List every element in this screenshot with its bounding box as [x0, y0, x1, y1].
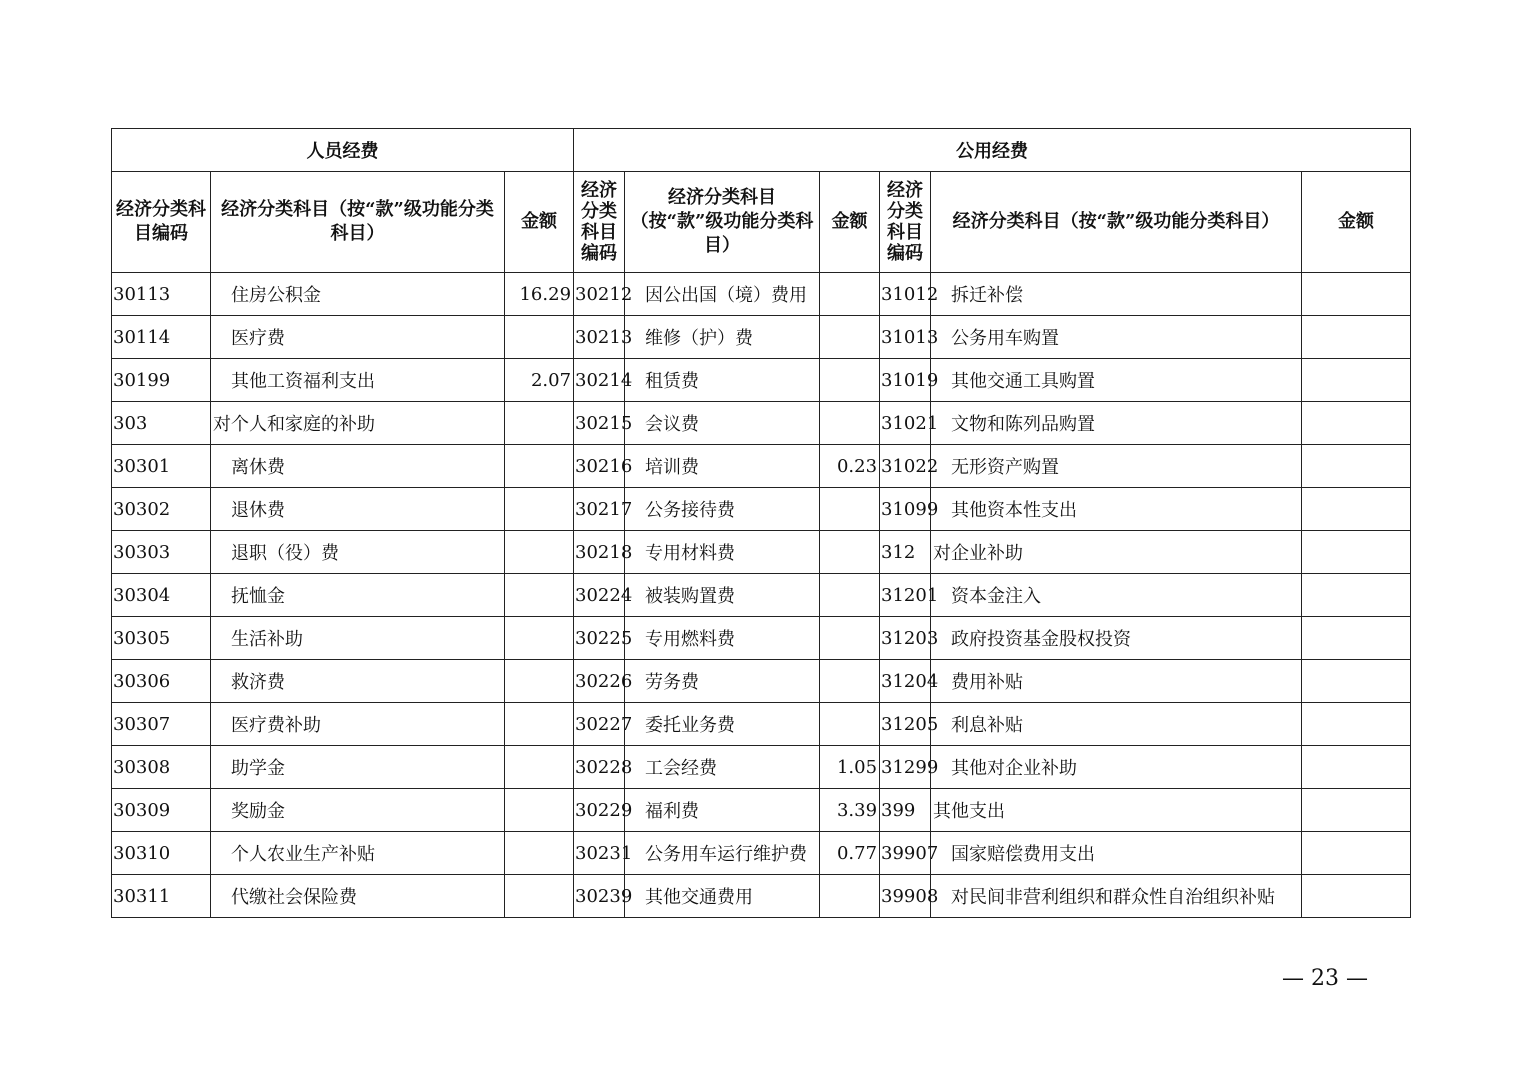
code-cell: 30212 — [574, 273, 625, 316]
code-cell: 31205 — [880, 703, 931, 746]
name-cell: 福利费 — [625, 789, 820, 832]
name-cell: 对民间非营利组织和群众性自治组织补贴 — [931, 875, 1302, 918]
code-cell: 31022 — [880, 445, 931, 488]
amount-cell — [820, 488, 880, 531]
name-cell: 费用补贴 — [931, 660, 1302, 703]
name-cell: 对个人和家庭的补助 — [211, 402, 505, 445]
amount-cell — [505, 617, 574, 660]
code-cell: 30218 — [574, 531, 625, 574]
amount-cell — [505, 832, 574, 875]
code-cell: 30302 — [112, 488, 211, 531]
code-cell: 31013 — [880, 316, 931, 359]
table-row — [112, 273, 1411, 316]
name-cell: 拆迁补偿 — [931, 273, 1302, 316]
amount-cell: 2.07 — [505, 359, 574, 402]
name-header-3: 经济分类科目（按“款”级功能分类科目） — [931, 172, 1302, 273]
name-cell: 退职（役）费 — [211, 531, 505, 574]
name-cell: 其他交通费用 — [625, 875, 820, 918]
table-row — [112, 703, 1411, 746]
code-cell: 30309 — [112, 789, 211, 832]
name-cell: 奖励金 — [211, 789, 505, 832]
amount-cell — [1302, 574, 1411, 617]
code-cell: 30311 — [112, 875, 211, 918]
name-cell: 对企业补助 — [931, 531, 1302, 574]
amount-cell — [1302, 445, 1411, 488]
name-cell: 助学金 — [211, 746, 505, 789]
code-cell: 30215 — [574, 402, 625, 445]
name-cell: 劳务费 — [625, 660, 820, 703]
name-cell: 其他支出 — [931, 789, 1302, 832]
name-cell: 离休费 — [211, 445, 505, 488]
group-header-row — [112, 129, 1411, 172]
table-row — [112, 445, 1411, 488]
table-row — [112, 359, 1411, 402]
code-cell: 399 — [880, 789, 931, 832]
name-cell: 其他交通工具购置 — [931, 359, 1302, 402]
name-cell: 维修（护）费 — [625, 316, 820, 359]
code-cell: 30227 — [574, 703, 625, 746]
name-cell: 专用材料费 — [625, 531, 820, 574]
code-cell: 30306 — [112, 660, 211, 703]
amount-cell — [1302, 402, 1411, 445]
name-header-1: 经济分类科目（按“款”级功能分类科目） — [211, 172, 505, 273]
amount-cell — [1302, 488, 1411, 531]
code-cell: 30216 — [574, 445, 625, 488]
table-row — [112, 660, 1411, 703]
code-cell: 30228 — [574, 746, 625, 789]
code-cell: 30199 — [112, 359, 211, 402]
amount-header-1: 金额 — [505, 172, 574, 273]
name-cell: 医疗费 — [211, 316, 505, 359]
column-header-row — [112, 172, 1411, 273]
name-cell: 利息补贴 — [931, 703, 1302, 746]
code-cell: 39907 — [880, 832, 931, 875]
name-cell: 抚恤金 — [211, 574, 505, 617]
amount-cell — [505, 488, 574, 531]
code-cell: 31019 — [880, 359, 931, 402]
page-number: — 23 — — [1282, 966, 1368, 991]
code-cell: 31099 — [880, 488, 931, 531]
name-cell: 因公出国（境）费用 — [625, 273, 820, 316]
amount-header-3: 金额 — [1302, 172, 1411, 273]
amount-header-2: 金额 — [820, 172, 880, 273]
code-cell: 30231 — [574, 832, 625, 875]
table-row — [112, 531, 1411, 574]
code-cell: 30114 — [112, 316, 211, 359]
amount-cell — [820, 574, 880, 617]
amount-cell: 1.05 — [820, 746, 880, 789]
amount-cell — [1302, 832, 1411, 875]
amount-cell — [505, 875, 574, 918]
amount-cell — [505, 402, 574, 445]
amount-cell — [820, 660, 880, 703]
amount-cell — [1302, 703, 1411, 746]
table-row — [112, 617, 1411, 660]
code-cell: 30308 — [112, 746, 211, 789]
code-header-1: 经济分类科目编码 — [112, 172, 211, 273]
amount-cell — [820, 402, 880, 445]
amount-cell — [505, 746, 574, 789]
code-cell: 30217 — [574, 488, 625, 531]
table-row — [112, 789, 1411, 832]
table-row — [112, 832, 1411, 875]
name-cell: 委托业务费 — [625, 703, 820, 746]
name-cell: 租赁费 — [625, 359, 820, 402]
name-cell: 公务接待费 — [625, 488, 820, 531]
name-cell: 其他对企业补助 — [931, 746, 1302, 789]
name-header-2: 经济分类科目（按“款”级功能分类科目） — [625, 172, 820, 273]
code-cell: 31203 — [880, 617, 931, 660]
amount-cell — [1302, 273, 1411, 316]
table-row — [112, 488, 1411, 531]
amount-cell — [820, 316, 880, 359]
name-cell: 资本金注入 — [931, 574, 1302, 617]
table-row — [112, 316, 1411, 359]
personnel-group-header: 人员经费 — [112, 129, 574, 172]
budget-table — [111, 128, 1411, 918]
amount-cell — [505, 316, 574, 359]
code-cell: 30214 — [574, 359, 625, 402]
amount-cell — [1302, 316, 1411, 359]
amount-cell: 0.23 — [820, 445, 880, 488]
amount-cell — [1302, 789, 1411, 832]
amount-cell — [1302, 660, 1411, 703]
code-cell: 30225 — [574, 617, 625, 660]
code-cell: 312 — [880, 531, 931, 574]
amount-cell — [820, 617, 880, 660]
name-cell: 政府投资基金股权投资 — [931, 617, 1302, 660]
name-cell: 国家赔偿费用支出 — [931, 832, 1302, 875]
amount-cell — [1302, 875, 1411, 918]
code-cell: 30303 — [112, 531, 211, 574]
amount-cell — [820, 273, 880, 316]
name-cell: 救济费 — [211, 660, 505, 703]
code-cell: 30213 — [574, 316, 625, 359]
code-cell: 31012 — [880, 273, 931, 316]
amount-cell: 16.29 — [505, 273, 574, 316]
amount-cell — [505, 789, 574, 832]
amount-cell — [505, 531, 574, 574]
table-row — [112, 402, 1411, 445]
code-cell: 31299 — [880, 746, 931, 789]
code-cell: 31204 — [880, 660, 931, 703]
name-cell: 退休费 — [211, 488, 505, 531]
name-cell: 生活补助 — [211, 617, 505, 660]
name-cell: 其他资本性支出 — [931, 488, 1302, 531]
code-cell: 30310 — [112, 832, 211, 875]
amount-cell — [505, 574, 574, 617]
table-row — [112, 875, 1411, 918]
code-cell: 30229 — [574, 789, 625, 832]
amount-cell — [1302, 746, 1411, 789]
name-cell: 文物和陈列品购置 — [931, 402, 1302, 445]
code-header-3: 经济分类科目编码 — [880, 172, 931, 273]
name-cell: 住房公积金 — [211, 273, 505, 316]
code-header-2: 经济分类科目编码 — [574, 172, 625, 273]
amount-cell — [1302, 617, 1411, 660]
amount-cell — [505, 445, 574, 488]
name-cell: 工会经费 — [625, 746, 820, 789]
amount-cell — [505, 703, 574, 746]
amount-cell — [820, 359, 880, 402]
name-cell: 专用燃料费 — [625, 617, 820, 660]
name-cell: 会议费 — [625, 402, 820, 445]
name-cell: 代缴社会保险费 — [211, 875, 505, 918]
code-cell: 30305 — [112, 617, 211, 660]
code-cell: 30301 — [112, 445, 211, 488]
code-cell: 30226 — [574, 660, 625, 703]
name-cell: 无形资产购置 — [931, 445, 1302, 488]
table-body — [112, 273, 1411, 918]
name-cell: 公务用车购置 — [931, 316, 1302, 359]
amount-cell — [505, 660, 574, 703]
code-cell: 31021 — [880, 402, 931, 445]
code-cell: 303 — [112, 402, 211, 445]
amount-cell: 3.39 — [820, 789, 880, 832]
name-cell: 被装购置费 — [625, 574, 820, 617]
code-cell: 30224 — [574, 574, 625, 617]
amount-cell — [820, 531, 880, 574]
name-cell: 其他工资福利支出 — [211, 359, 505, 402]
table-row — [112, 574, 1411, 617]
code-cell: 30304 — [112, 574, 211, 617]
public-group-header: 公用经费 — [574, 129, 1411, 172]
amount-cell — [1302, 531, 1411, 574]
name-cell: 公务用车运行维护费 — [625, 832, 820, 875]
code-cell: 30307 — [112, 703, 211, 746]
amount-cell — [820, 703, 880, 746]
code-cell: 39908 — [880, 875, 931, 918]
code-cell: 30239 — [574, 875, 625, 918]
code-cell: 31201 — [880, 574, 931, 617]
name-cell: 个人农业生产补贴 — [211, 832, 505, 875]
amount-cell — [820, 875, 880, 918]
table-row — [112, 746, 1411, 789]
amount-cell — [1302, 359, 1411, 402]
name-cell: 医疗费补助 — [211, 703, 505, 746]
code-cell: 30113 — [112, 273, 211, 316]
amount-cell: 0.77 — [820, 832, 880, 875]
name-cell: 培训费 — [625, 445, 820, 488]
